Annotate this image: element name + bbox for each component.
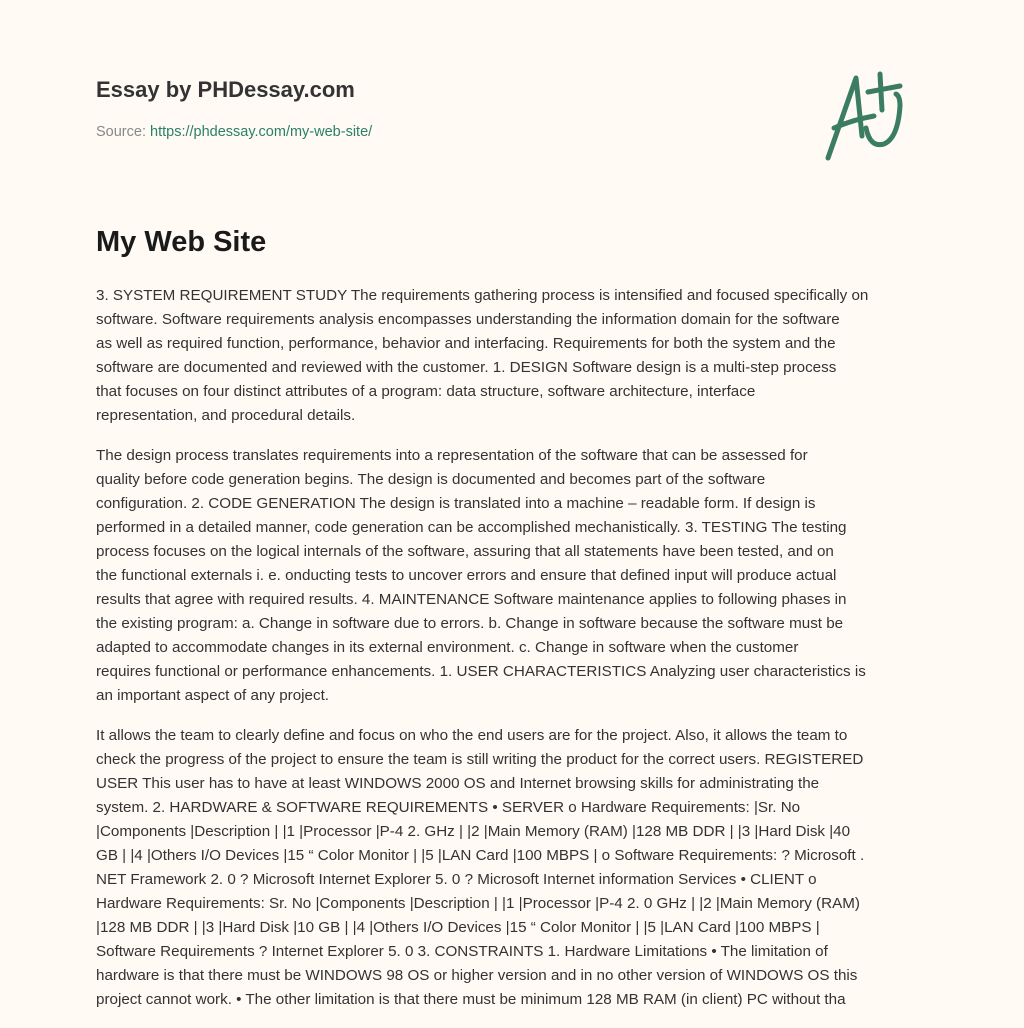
- source-label: Source:: [96, 124, 146, 140]
- paragraph-line: the existing program: a. Change in software due to errors. b. Change in software because the software must be: [96, 615, 844, 632]
- paragraph-line: |128 MB DDR | |3 |Hard Disk |10 GB | |4 |Others I/O Devices |15 “ Color Monitor | |5 |LAN Card |100 MBPS |: [96, 919, 820, 936]
- paragraph-line: as well as required function, performance, behavior and interfacing. Requirements for both the system and the: [96, 335, 836, 352]
- paragraph-line: representation, and procedural details.: [96, 407, 356, 424]
- paragraph-line: that focuses on four distinct attributes of a program: data structure, software architecture, interface: [96, 383, 756, 400]
- paragraph-line: project cannot work. • The other limitation is that there must be minimum 128 MB RAM (in client) PC without tha: [96, 991, 846, 1008]
- paragraph-line: It allows the team to clearly define and focus on who the end users are for the project. Also, it allows the team to: [96, 727, 848, 744]
- paragraph-1: [96, 284, 868, 428]
- paragraph-line: Software Requirements ? Internet Explorer 5. 0 3. CONSTRAINTS 1. Hardware Limitations • The limitation of: [96, 943, 828, 960]
- paragraph-line: an important aspect of any project.: [96, 687, 330, 704]
- paragraph-3: [96, 724, 864, 1012]
- source-link[interactable]: https://phdessay.com/my-web-site/: [150, 124, 373, 140]
- site-title: Essay by PHDessay.com: [96, 77, 355, 102]
- paragraph-2: [96, 444, 866, 708]
- paragraph-line: 3. SYSTEM REQUIREMENT STUDY The requirements gathering process is intensified and focused specifically on: [96, 287, 869, 304]
- paragraph-line: software. Software requirements analysis encompasses understanding the information domain for the software: [96, 311, 840, 328]
- paragraph-line: NET Framework 2. 0 ? Microsoft Internet Explorer 5. 0 ? Microsoft Internet information Services • CLIENT o: [96, 871, 817, 888]
- paragraph-line: adapted to accommodate changes in its external environment. c. Change in software when the customer: [96, 639, 799, 656]
- paragraph-line: GB | |4 |Others I/O Devices |15 “ Color Monitor | |5 |LAN Card |100 MBPS | o Software Requirements: ? Microsoft .: [96, 847, 865, 864]
- paragraph-line: configuration. 2. CODE GENERATION The design is translated into a machine – readable form. If design is: [96, 495, 816, 512]
- paragraph-line: check the progress of the project to ensure the team is still writing the product for the correct users. REGISTERED: [96, 751, 864, 768]
- paragraph-line: quality before code generation begins. The design is documented and becomes part of the software: [96, 471, 766, 488]
- paragraph-line: the functional externals i. e. onducting tests to uncover errors and ensure that defined input will produce actual: [96, 567, 837, 584]
- paragraph-line: results that agree with required results. 4. MAINTENANCE Software maintenance applies to following phases in: [96, 591, 847, 608]
- paragraph-line: The design process translates requirements into a representation of the software that can be assessed for: [96, 447, 808, 464]
- paragraph-line: process focuses on the logical internals of the software, assuring that all statements have been tested, and on: [96, 543, 834, 560]
- source-line: [96, 124, 372, 140]
- paragraph-line: USER This user has to have at least WINDOWS 2000 OS and Internet browsing skills for administrating the: [96, 775, 820, 792]
- paragraph-line: Hardware Requirements: Sr. No |Components |Description | |1 |Processor |P-4 2. 0 GHz | |2 |Main Memory (RAM): [96, 895, 860, 912]
- paragraph-line: hardware is that there must be WINDOWS 98 OS or higher version and in no other version of WINDOWS OS this: [96, 967, 858, 984]
- paragraph-line: software are documented and reviewed with the customer. 1. DESIGN Software design is a multi-step process: [96, 359, 837, 376]
- a-plus-logo-icon: [818, 66, 933, 166]
- paragraph-line: system. 2. HARDWARE & SOFTWARE REQUIREMENTS • SERVER o Hardware Requirements: |Sr. No: [96, 799, 801, 816]
- paragraph-line: |Components |Description | |1 |Processor |P-4 2. GHz | |2 |Main Memory (RAM) |128 MB DDR | |3 |Hard Disk |40: [96, 823, 851, 840]
- paragraph-line: requires functional or performance enhancements. 1. USER CHARACTERISTICS Analyzing user characteristics is: [96, 663, 866, 680]
- article-title: My Web Site: [96, 226, 267, 258]
- paragraph-line: performed in a detailed manner, code generation can be accomplished mechanistically. 3. TESTING The testing: [96, 519, 847, 536]
